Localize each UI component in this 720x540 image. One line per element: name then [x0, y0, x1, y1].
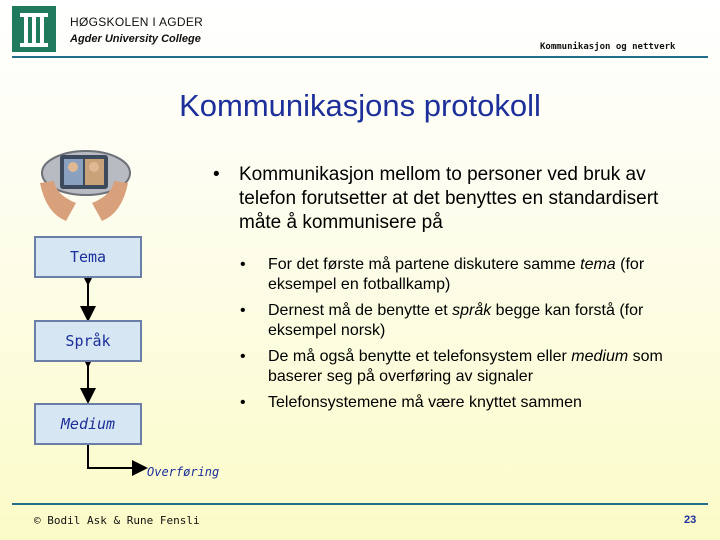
sub-bullet — [240, 301, 680, 341]
sub-bullet-list — [240, 255, 680, 419]
bullet-dot: • — [240, 302, 246, 319]
phone-image — [36, 133, 132, 225]
course-name: Kommunikasjon og nettverk — [540, 42, 676, 52]
sub-bullet-emphasis: medium — [571, 348, 629, 365]
medium-box: Medium — [34, 403, 142, 445]
sub-bullet — [240, 255, 680, 295]
sub-bullet-text: Telefonsystemene må være knyttet sammen — [268, 394, 582, 411]
slide-title: Kommunikasjons protokoll — [179, 88, 541, 123]
sub-bullet-text: (for eksempel en fotballkamp) — [268, 256, 645, 293]
sub-bullet — [240, 347, 680, 387]
bullet-dot: • — [240, 256, 246, 273]
arrow-medium-overforing — [88, 445, 140, 468]
sub-bullet-text: For det første må partene diskutere samme — [268, 256, 581, 273]
copyright-text: © Bodil Ask & Rune Fensli — [34, 514, 200, 527]
sprak-box: Språk — [34, 320, 142, 362]
sub-bullet-text: Dernest må de benytte et — [268, 302, 453, 319]
sub-bullet — [240, 393, 680, 413]
overforing-label: Overføring — [147, 465, 220, 479]
diagram-arrows — [70, 270, 220, 490]
institution-name-english: Agder University College — [70, 33, 201, 45]
bullet-dot: • — [240, 348, 246, 365]
page-number: 23 — [684, 514, 697, 526]
sub-bullet-text: De må også benytte et telefonsystem eller — [268, 348, 572, 365]
college-logo — [12, 6, 56, 52]
main-bullet-text: Kommunikasjon mellom to personer ved bruk av telefon forutsetter at det benyttes en standardisert måte å kommunisere på — [239, 164, 659, 233]
sub-bullet-emphasis: språk — [452, 302, 492, 319]
sub-bullet-text: som baserer seg på overføring av signaler — [268, 348, 663, 385]
sub-bullet-emphasis: tema — [580, 256, 616, 273]
header-divider — [12, 56, 708, 58]
sub-bullet-text: begge kan forstå (for eksempel norsk) — [268, 302, 644, 339]
tema-box: Tema — [34, 236, 142, 278]
footer-divider — [12, 503, 708, 505]
bullet-dot: • — [240, 394, 246, 411]
main-bullet — [213, 163, 683, 235]
bullet-dot: • — [213, 164, 220, 185]
institution-name: HØGSKOLEN I AGDER — [70, 15, 204, 29]
